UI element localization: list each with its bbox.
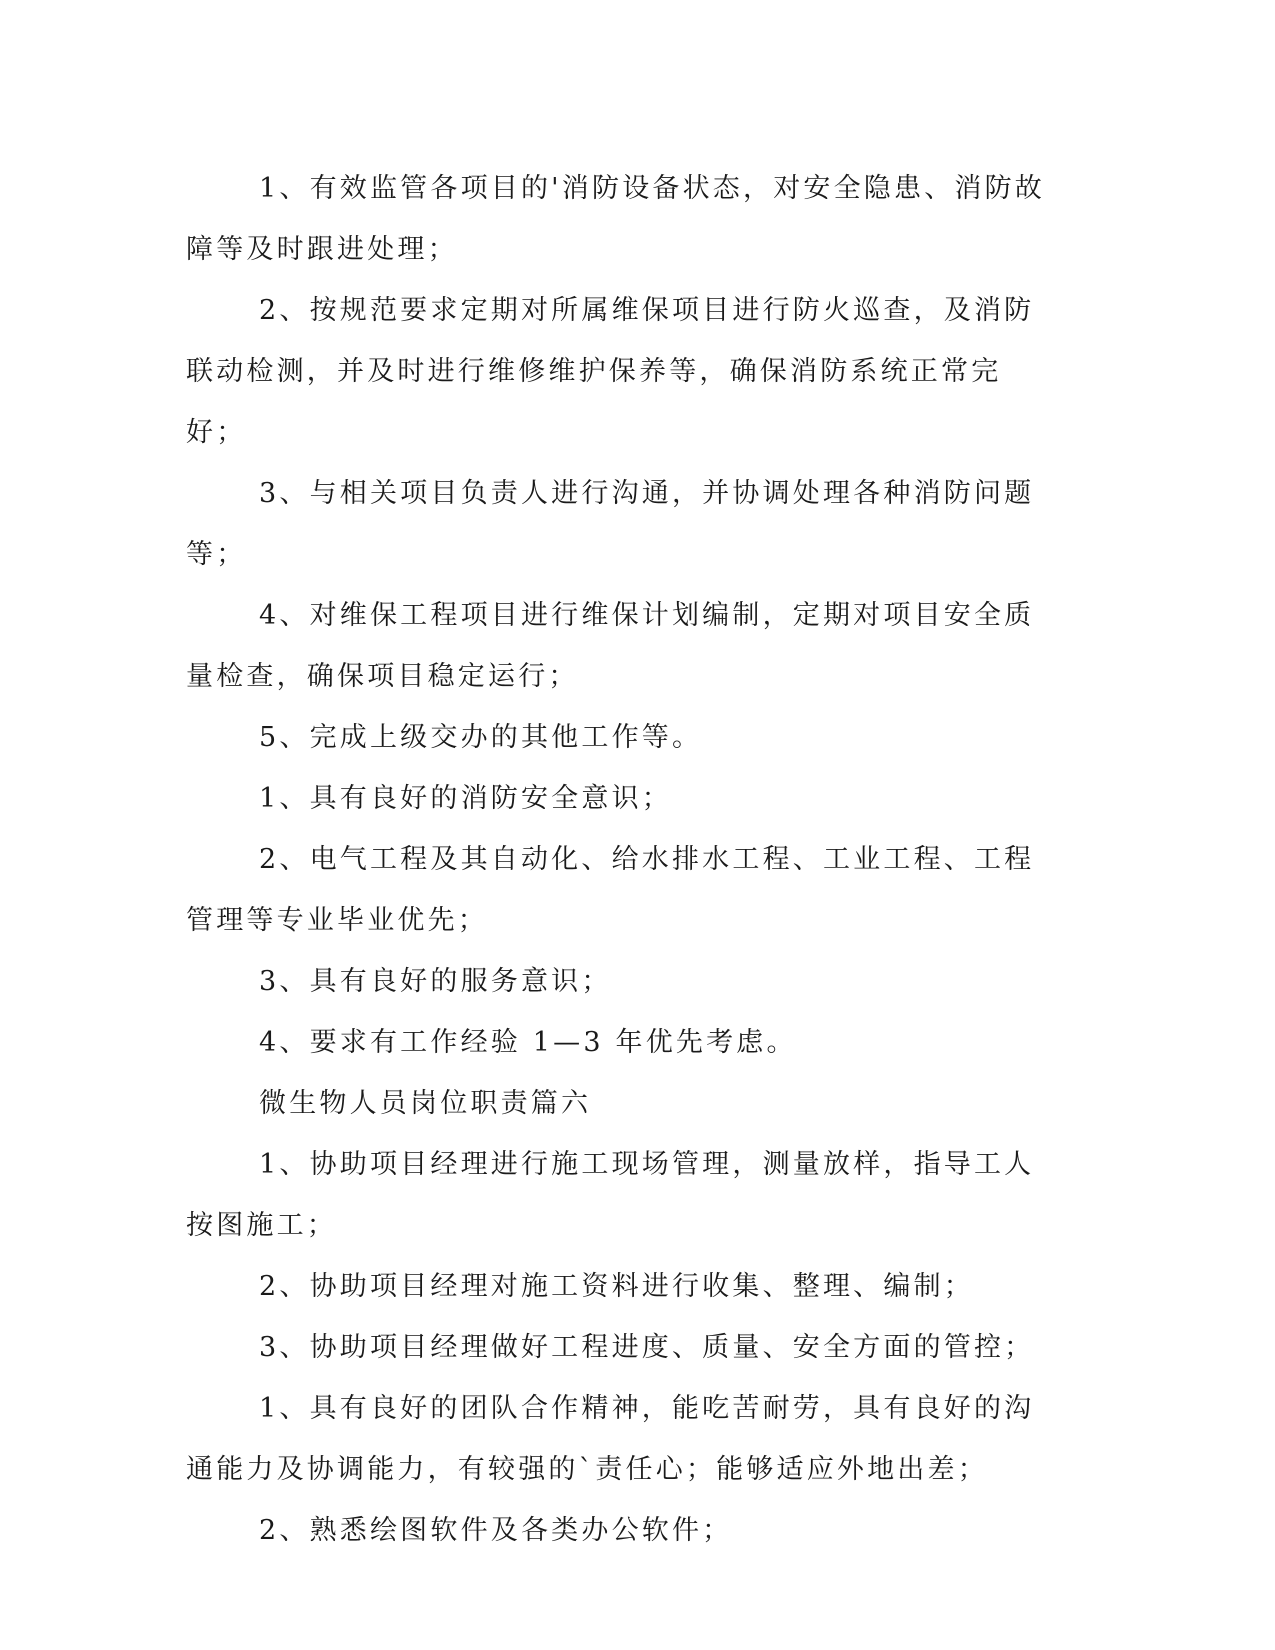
- paragraph-requirement-2: 2、电气工程及其自动化、给水排水工程、工业工程、工程管理等专业毕业优先；: [186, 844, 1035, 936]
- document-page: [186, 158, 1058, 1561]
- paragraph-requirement-4: 4、要求有工作经验 1—3 年优先考虑。: [259, 1027, 797, 1058]
- section-heading: 微生物人员岗位职责篇六: [259, 1088, 592, 1119]
- paragraph-requirement-3: 3、具有良好的服务意识；: [259, 966, 612, 997]
- paragraph-requirement-6-2: 2、熟悉绘图软件及各类办公软件；: [259, 1515, 733, 1546]
- paragraph-requirement-1: 1、具有良好的消防安全意识；: [259, 783, 672, 814]
- paragraph-duty-5: 5、完成上级交办的其他工作等。: [259, 722, 703, 753]
- paragraph-duty-3: 3、与相关项目负责人进行沟通，并协调处理各种消防问题等；: [186, 478, 1035, 570]
- paragraph-requirement-6-1: 1、具有良好的团队合作精神，能吃苦耐劳，具有良好的沟通能力及协调能力，有较强的`责任心；能够适应外地出差；: [186, 1393, 1035, 1485]
- paragraph-duty-6-1: 1、协助项目经理进行施工现场管理，测量放样，指导工人按图施工；: [186, 1149, 1035, 1241]
- paragraph-duty-2: 2、按规范要求定期对所属维保项目进行防火巡查，及消防联动检测，并及时进行维修维护保养等，确保消防系统正常完好；: [186, 295, 1035, 448]
- paragraph-duty-6-2: 2、协助项目经理对施工资料进行收集、整理、编制；: [259, 1271, 974, 1302]
- paragraph-duty-1: 1、有效监管各项目的'消防设备状态，对安全隐患、消防故障等及时跟进处理；: [186, 173, 1045, 265]
- paragraph-duty-4: 4、对维保工程项目进行维保计划编制，定期对项目安全质量检查，确保项目稳定运行；: [186, 600, 1035, 692]
- paragraph-duty-6-3: 3、协助项目经理做好工程进度、质量、安全方面的管控；: [259, 1332, 1035, 1363]
